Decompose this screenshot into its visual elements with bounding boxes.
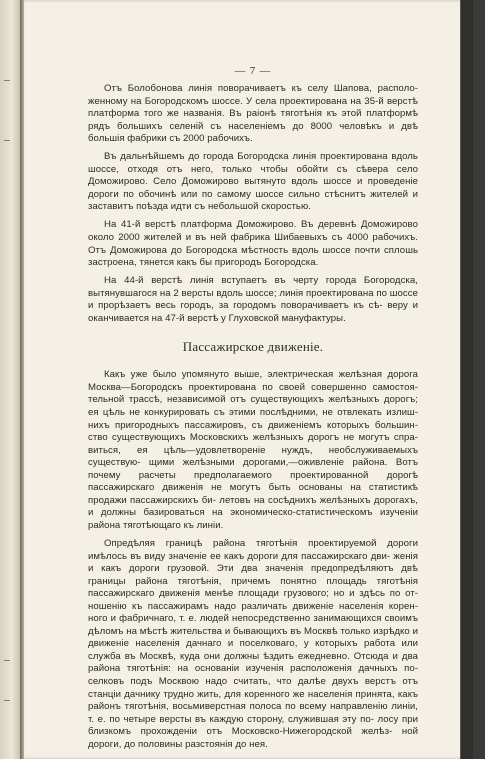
page-content	[88, 66, 418, 757]
paragraph: На 44-й верстѣ линія вступаетъ въ черту города Богородска, вытянувшагося на 2 версты вдоль шоссе; линія проектирована по шоссе и прорѣзаетъ весь городъ, за городомъ поворачиваетъ къ сѣ- веру и оканчивается на 47-й верстѣ у Глуховской мануфактуры.	[88, 275, 418, 324]
paragraph: Въ дальнѣйшемъ до города Богородска линія проектирована вдоль шоссе, отходя отъ него, только чтобы обойти съ сѣвера село Доможирово. Село Доможирово вытянуто вдоль шоссе и проведеніе дороги по обочинѣ или по самому шоссе сильно стѣснитъ жителей и заставитъ поѣзда идти съ небольшой скоростью.	[88, 151, 418, 213]
paragraph: На 41-й верстѣ платформа Доможирово. Въ деревнѣ Доможирово около 2000 жителей и въ ней фабрика Шибаевыхъ съ 4000 рабочихъ. Отъ Доможирова до Богородска мѣстность вдоль шоссе почти сплошь застроена, тянется какъ бы пригородъ Богородска.	[88, 219, 418, 269]
paragraph: Какъ уже было упомянуто выше, электрическая желѣзная дорога Москва—Богородскъ проектирована по своей совершенно самостоя- тельной трассѣ, независимой отъ существующихъ желѣзныхъ дорогъ; ея цѣль не конкурировать съ этими послѣдними, не отвлекать излиш- нихъ пригородныхъ пассажировъ, съ движеніемъ которыхъ большин- ство существующихъ Московскихъ желѣзныхъ дорогъ не могутъ спра- виться, ея цѣль—удовлетвореніе нуждъ, необслуживаемыхъ существую- щими желѣзными дорогами,—оживленіе района. Вотъ почему расчеты предполагаемого проектированной дорогѣ пассажирскаго движенія не могутъ быть основаны на статистикѣ продажи пассажирскихъ би- летовъ на сосѣднихъ желѣзныхъ дорогахъ, и должны базироваться на экономическо-статистическомъ изученіи района тяготѣющаго къ линіи.	[88, 369, 418, 531]
section-title: Пассажирское движеніе.	[182, 339, 324, 355]
page-right-edge	[461, 0, 473, 759]
paragraph: Отъ Болобонова линія поворачиваетъ къ селу Шапова, располо- женному на Богородскомъ шоссе. У села проектирована на 35-й верстѣ платформа того же названія. Въ раіонѣ тяготѣнія къ этой платформѣ рядъ большихъ селеній съ населеніемъ до 8000 человѣкъ и двѣ большія фабрики съ 2000 рабочихъ.	[88, 83, 418, 145]
book-page	[24, 0, 473, 759]
previous-page-edge	[0, 0, 20, 759]
page-number: — 7 —	[234, 66, 272, 77]
paragraph: Опредѣляя границѣ района тяготѣнія проектируемой дороги имѣлось въ виду значеніе ее какъ дороги для пассажирскаго дви- женія и какъ дороги грузовой. Эти два значенія предопредѣляютъ двѣ границы района тяготѣнія, причемъ понятно площадь тяготѣнія пассажирскаго движенія менѣе площади грузового; но и здѣсь по от- ношенію къ пассажирамъ надо различать движеніе населенія корен- ного и фабричнаго, т. е. людей непосредственно занимающихся своимъ дѣломъ на мѣстѣ жительства и бывающихъ въ Москвѣ только изрѣдко и движеніе населенія дачнаго и поселковаго, у которыхъ работа или служба въ Москвѣ, куда они должны ѣздить ежедневно. Отсюда и два района тяготѣнія: на основаніи изученія расположенія дачныхъ по- селковъ подъ Москвою надо считать, что далѣе двухъ верстъ отъ станціи дачнику трудно жить, для коренного же населенія принята, какъ районъ тяготѣнія, восьмиверстная полоса по всему направленію линіи, т. е. по четыре версты въ каждую сторону, служившая эту по- лосу при близкомъ прохожденіи отъ Московско-Нижегородской желѣз- ной дороги, до половины разстоянія до нея.	[88, 537, 418, 750]
